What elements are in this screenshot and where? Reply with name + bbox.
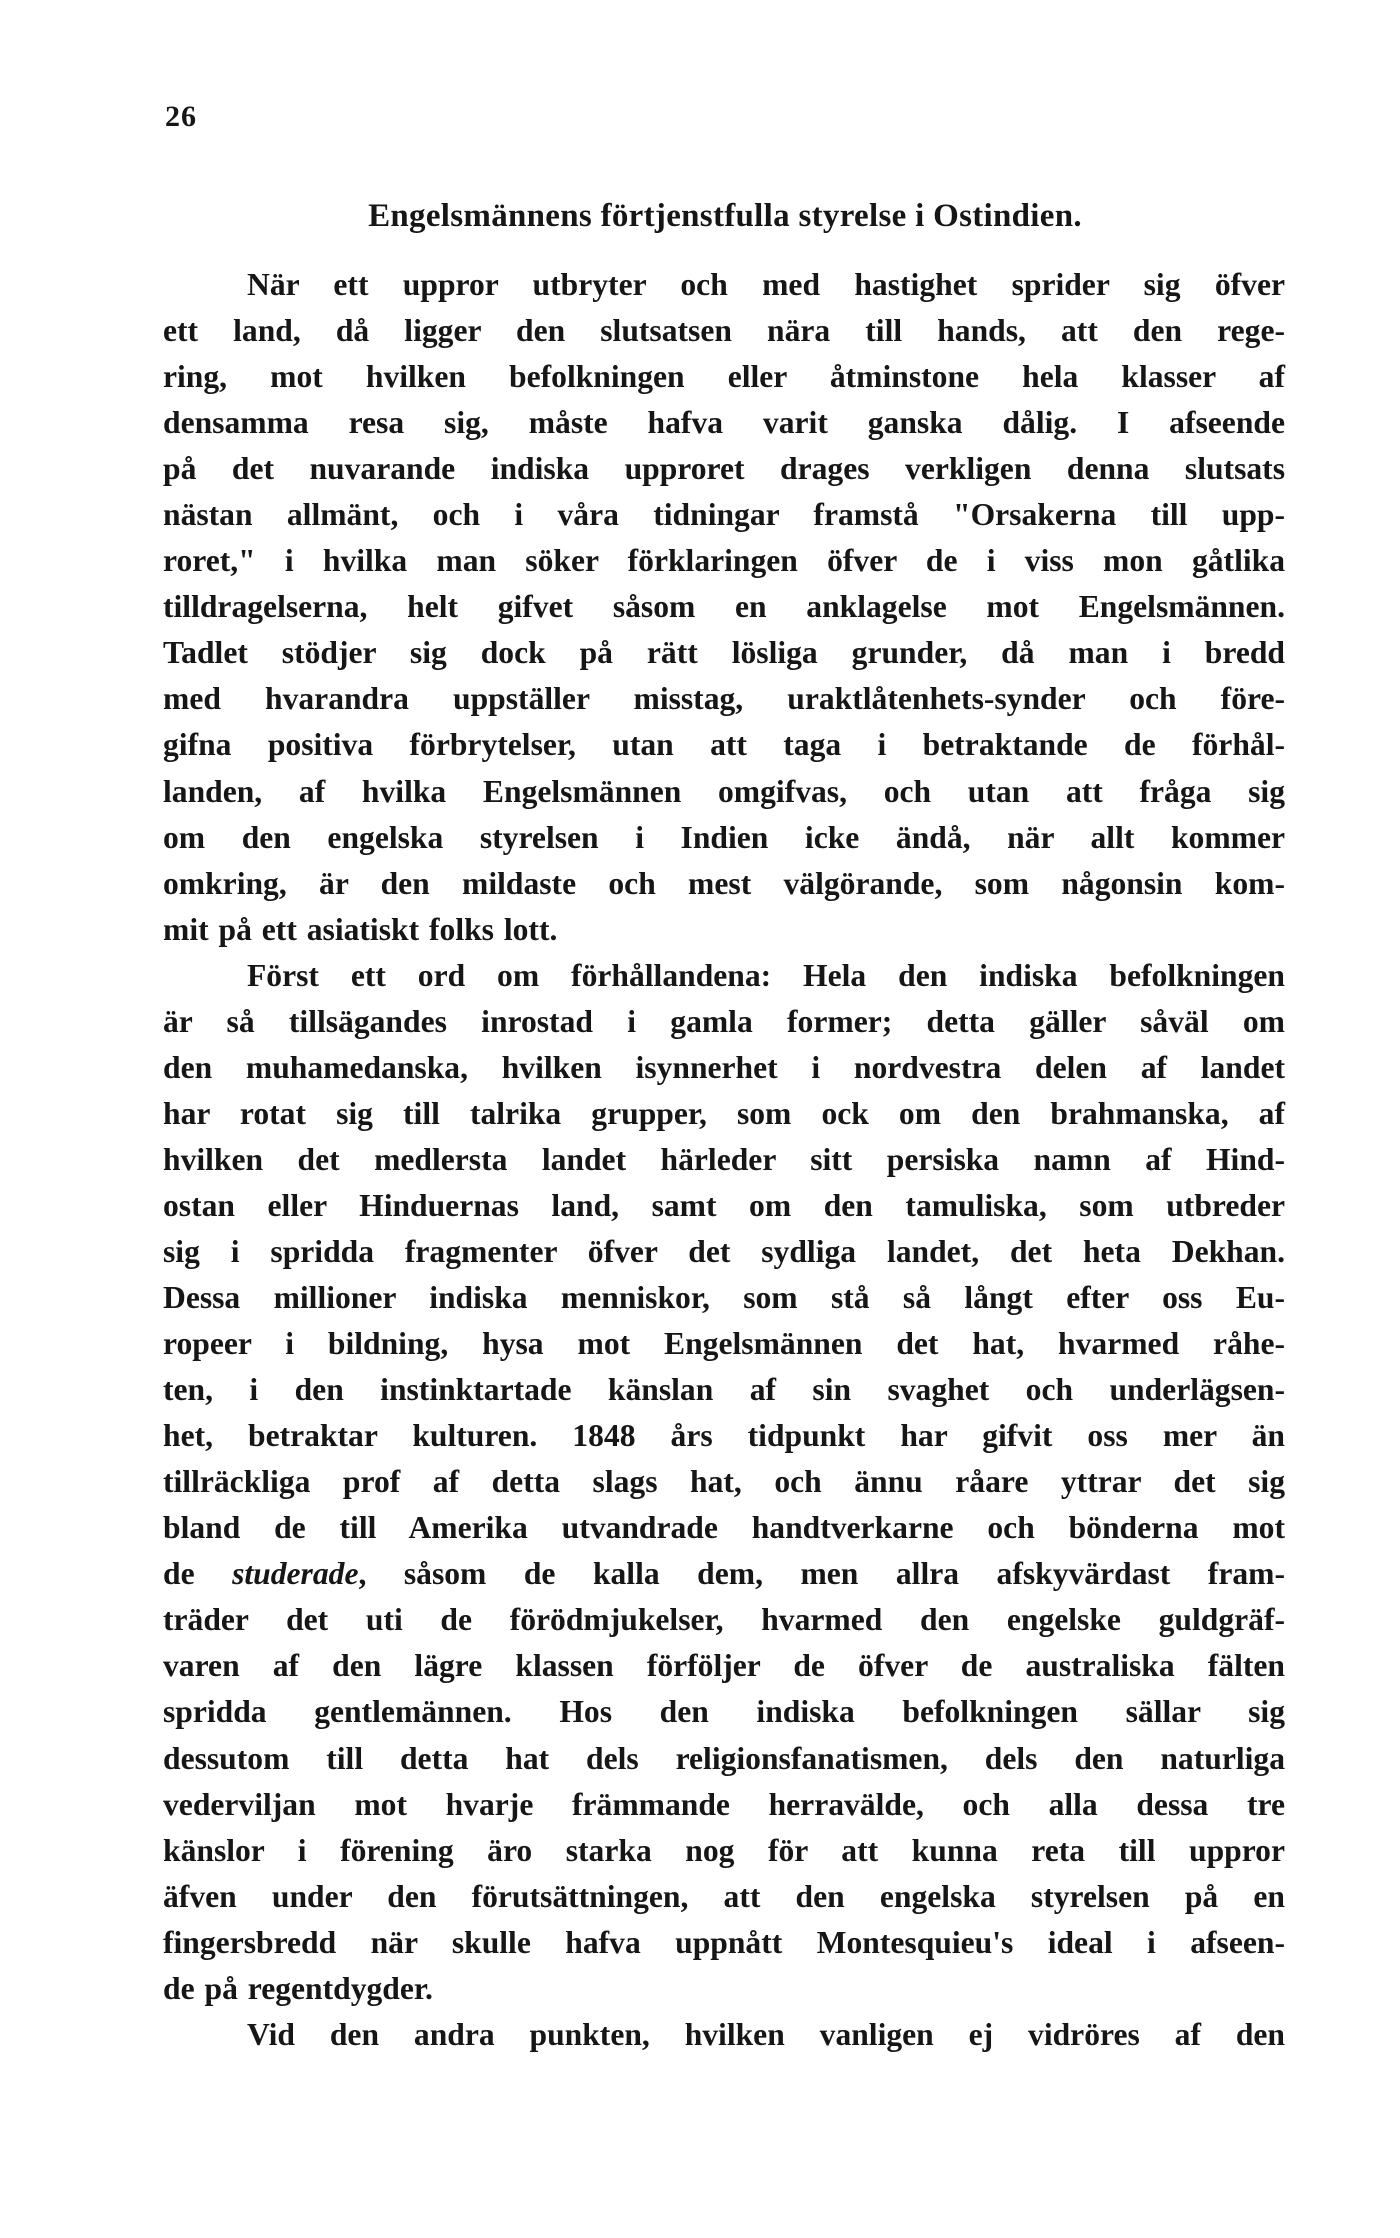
text-line: fingersbredd när skulle hafva uppnått Montesquieu's ideal i afseen- (163, 1924, 1285, 1960)
text-line: ten, i den instinktartade känslan af sin svaghet och underlägsen- (163, 1372, 1285, 1408)
text-line: om den engelska styrelsen i Indien icke ändå, när allt kommer (163, 819, 1285, 855)
text-line: sig i spridda fragmenter öfver det sydliga landet, det heta Dekhan. (163, 1233, 1285, 1269)
text-line: känslor i förening äro starka nog för att kunna reta till uppror (163, 1832, 1285, 1868)
text-line: mit på ett asiatiskt folks lott. (163, 911, 558, 947)
text-line: tillräckliga prof af detta slags hat, och ännu råare yttrar det sig (163, 1464, 1285, 1500)
text-line: på det nuvarande indiska upproret drages verkligen denna slutsats (163, 451, 1285, 487)
page-number: 26 (165, 100, 197, 133)
text-line: har rotat sig till talrika grupper, som ock om den brahmanska, af (163, 1095, 1285, 1131)
text-line: landen, af hvilka Engelsmännen omgifvas, och utan att fråga sig (163, 773, 1285, 809)
text-line: Vid den andra punkten, hvilken vanligen ej vidröres af den (247, 2016, 1285, 2052)
text-line: ropeer i bildning, hysa mot Engelsmännen det hat, hvarmed råhe- (163, 1326, 1285, 1362)
text-line: är så tillsägandes inrostad i gamla former; detta gäller såväl om (163, 1003, 1285, 1039)
text-line: hvilken det medlersta landet härleder sitt persiska namn af Hind- (163, 1141, 1285, 1177)
text-line: tilldragelserna, helt gifvet såsom en anklagelse mot Engelsmännen. (163, 589, 1285, 625)
text-line: densamma resa sig, måste hafva varit ganska dålig. I afseende (163, 405, 1285, 441)
text-line: varen af den lägre klassen förföljer de öfver de australiska fälten (163, 1648, 1285, 1684)
text-line: När ett uppror utbryter och med hastighet sprider sig öfver (247, 267, 1285, 302)
text-line: Först ett ord om förhållandena: Hela den indiska befolkningen (247, 957, 1285, 993)
text-line: de studerade, såsom de kalla dem, men allra afskyvärdast fram- (163, 1556, 1285, 1592)
text-line: ett land, då ligger den slutsatsen nära till hands, att den rege- (163, 313, 1285, 349)
text-line: nästan allmänt, och i våra tidningar framstå "Orsakerna till upp- (163, 497, 1285, 533)
text-line: de på regentdygder. (163, 1970, 433, 2006)
text-line: dessutom till detta hat dels religionsfanatismen, dels den naturliga (163, 1740, 1285, 1776)
text-line: ostan eller Hinduernas land, samt om den tamuliska, som utbreder (163, 1187, 1285, 1223)
emphasized-word: studerade (232, 1556, 359, 1592)
text-line: vederviljan mot hvarje främmande herravälde, och alla dessa tre (163, 1786, 1285, 1822)
text-line: ring, mot hvilken befolkningen eller åtminstone hela klasser af (163, 359, 1285, 395)
text-line: bland de till Amerika utvandrade handtverkarne och bönderna mot (163, 1510, 1285, 1546)
text-line: gifna positiva förbrytelser, utan att taga i betraktande de förhål- (163, 727, 1285, 763)
text-line: träder det uti de förödmjukelser, hvarmed den engelske guldgräf- (163, 1602, 1285, 1638)
text-line: Tadlet stödjer sig dock på rätt lösliga grunder, då man i bredd (163, 635, 1285, 671)
text-line: äfven under den förutsättningen, att den engelska styrelsen på en (163, 1878, 1285, 1914)
body-text (163, 262, 1285, 2058)
text-line: roret," i hvilka man söker förklaringen öfver de i viss mon gåtlika (163, 543, 1285, 579)
text-line: omkring, är den mildaste och mest välgörande, som någonsin kom- (163, 865, 1285, 901)
section-heading: Engelsmännens förtjenstfulla styrelse i Ostindien. (368, 198, 1082, 234)
text-line: Dessa millioner indiska menniskor, som stå så långt efter oss Eu- (163, 1280, 1285, 1316)
text-line: med hvarandra uppställer misstag, uraktlåtenhets-synder och före- (163, 681, 1285, 717)
text-line: het, betraktar kulturen. 1848 års tidpunkt har gifvit oss mer än (163, 1418, 1285, 1454)
text-line: den muhamedanska, hvilken isynnerhet i nordvestra delen af landet (163, 1049, 1285, 1085)
text-line: spridda gentlemännen. Hos den indiska befolkningen sällar sig (163, 1694, 1285, 1730)
